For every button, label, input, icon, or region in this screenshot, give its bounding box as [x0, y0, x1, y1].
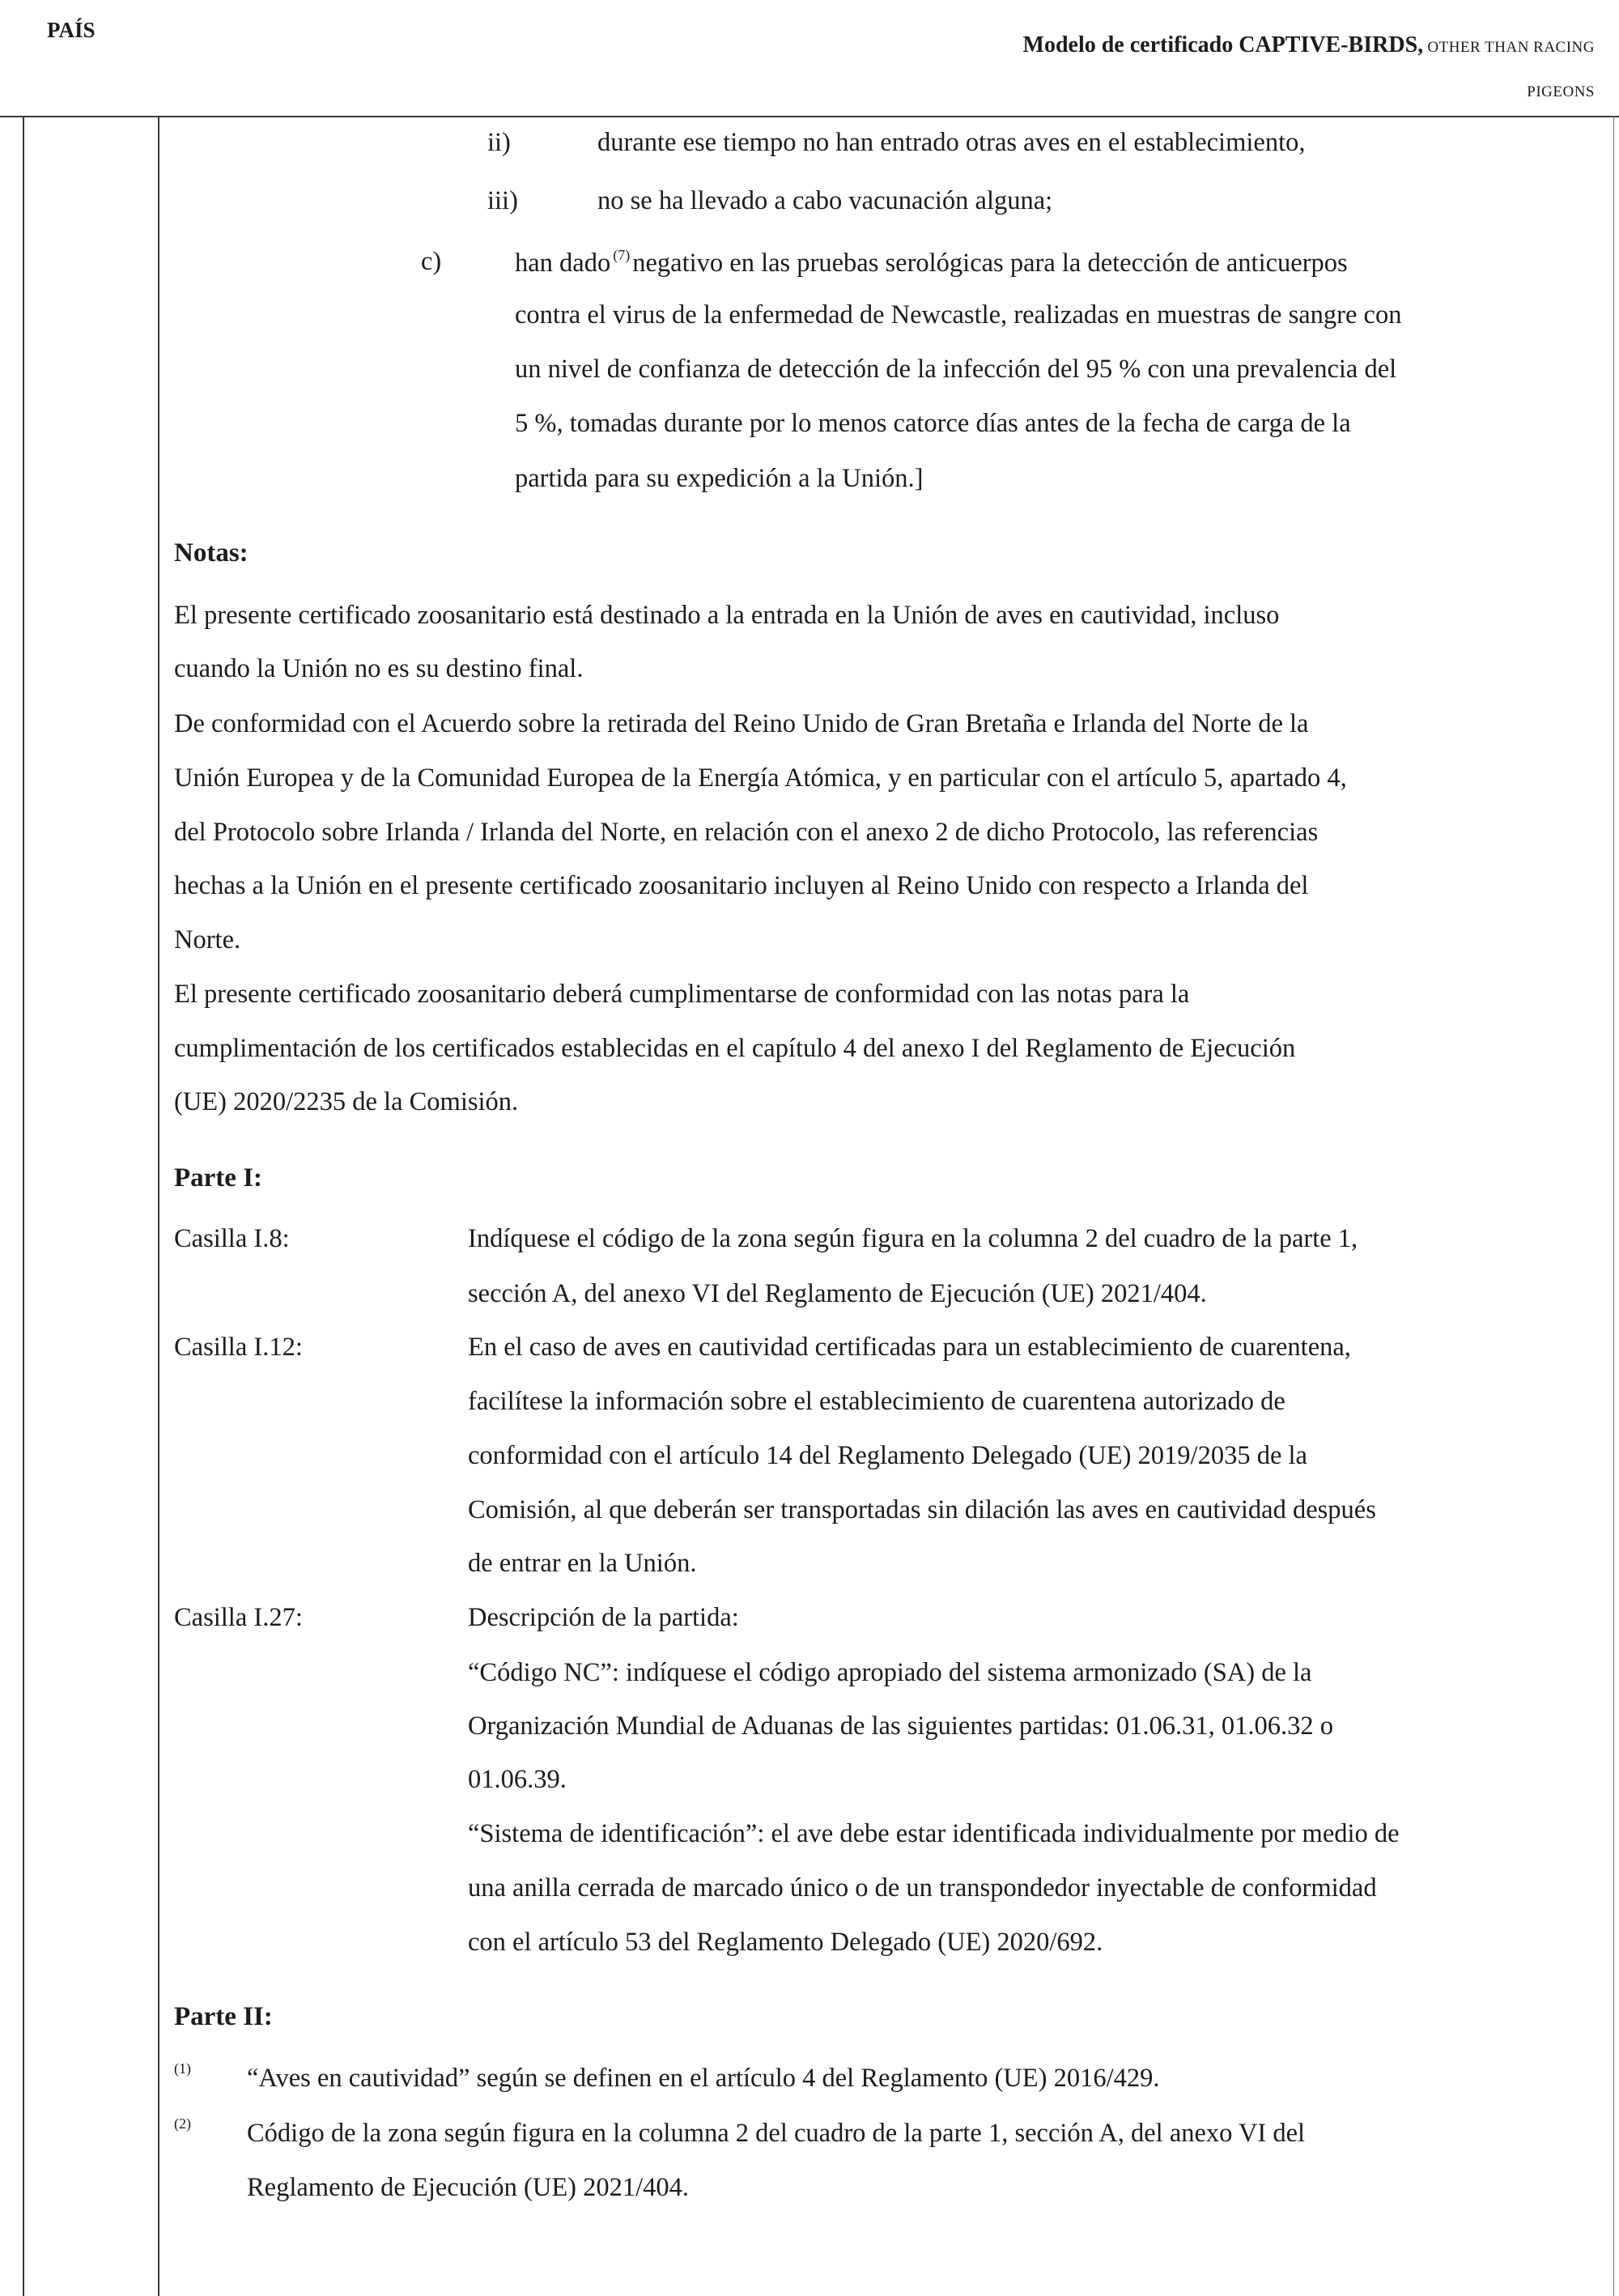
header-divider — [0, 116, 1619, 117]
item-c-line-3: un nivel de confianza de detección de la infección del 95 % con una prevalencia del — [515, 355, 1397, 384]
item-c-line-1 — [515, 247, 1348, 278]
footnote-ref-7: (7) — [613, 247, 631, 263]
item-ii-number: ii) — [487, 128, 511, 157]
box-i27-line: “Código NC”: indíquese el código apropiado del sistema armonizado (SA) de la — [468, 1658, 1312, 1687]
box-i27-line: Descripción de la partida: — [468, 1603, 739, 1632]
model-sep: , — [1417, 32, 1424, 57]
notes-p2-line: De conformidad con el Acuerdo sobre la retirada del Reino Unido de Gran Bretaña e Irlanda del Norte de la — [174, 709, 1309, 738]
box-i12-line: de entrar en la Unión. — [468, 1549, 697, 1578]
box-i27-line: Organización Mundial de Aduanas de las siguientes partidas: 01.06.31, 01.06.32 o — [468, 1711, 1333, 1741]
box-i12-line: conformidad con el artículo 14 del Reglamento Delegado (UE) 2019/2035 de la — [468, 1441, 1307, 1470]
footnote-2-mark: (2) — [174, 2115, 191, 2132]
box-i27-line: “Sistema de identificación”: el ave debe estar identificada individualmente por medio de — [468, 1819, 1400, 1848]
item-iii-number: iii) — [487, 186, 518, 215]
box-i27-label: Casilla I.27: — [174, 1603, 303, 1632]
notes-heading: Notas: — [174, 538, 249, 568]
model-suffix-1: OTHER THAN RACING — [1423, 39, 1595, 56]
model-prefix: Modelo de certificado — [1022, 32, 1239, 57]
inner-left-border — [158, 116, 159, 2296]
box-i27-line: 01.06.39. — [468, 1765, 567, 1794]
item-c-line-1-pre: han dado — [515, 249, 611, 278]
model-code: CAPTIVE-BIRDS — [1239, 32, 1418, 57]
item-c-line-5: partida para su expedición a la Unión.] — [515, 464, 924, 493]
outer-left-border — [23, 116, 24, 2296]
box-i27-line: una anilla cerrada de marcado único o de un transpondedor inyectable de conformidad — [468, 1873, 1377, 1903]
notes-p3-line: (UE) 2020/2235 de la Comisión. — [174, 1087, 519, 1116]
country-label: PAÍS — [47, 18, 96, 42]
footnote-1-text: “Aves en cautividad” según se definen en el artículo 4 del Reglamento (UE) 2016/429. — [247, 2064, 1160, 2093]
box-i12-line: En el caso de aves en cautividad certificadas para un establecimiento de cuarentena, — [468, 1333, 1351, 1362]
notes-p2-line: hechas a la Unión en el presente certificado zoosanitario incluyen al Reino Unido con respecto a Irlanda del — [174, 871, 1309, 900]
model-suffix-2: PIGEONS — [1527, 83, 1595, 100]
box-i12-label: Casilla I.12: — [174, 1333, 303, 1362]
notes-p1-line: El presente certificado zoosanitario está destinado a la entrada en la Unión de aves en cautividad, incluso — [174, 601, 1280, 630]
box-i8-label: Casilla I.8: — [174, 1224, 290, 1253]
part1-heading: Parte I: — [174, 1163, 263, 1193]
box-i8-line: sección A, del anexo VI del Reglamento de Ejecución (UE) 2021/404. — [468, 1279, 1207, 1308]
item-iii-text: no se ha llevado a cabo vacunación alguna; — [597, 186, 1053, 215]
certificate-model-title — [866, 24, 1595, 113]
box-i12-line: Comisión, al que deberán ser transportadas sin dilación las aves en cautividad después — [468, 1495, 1376, 1524]
right-border — [1613, 116, 1614, 2296]
notes-p2-line: Unión Europea y de la Comunidad Europea de la Energía Atómica, y en particular con el artículo 5, apartado 4, — [174, 763, 1347, 793]
item-c-line-4: 5 %, tomadas durante por lo menos catorce días antes de la fecha de carga de la — [515, 409, 1351, 438]
box-i27-line: con el artículo 53 del Reglamento Delegado (UE) 2020/692. — [468, 1928, 1103, 1957]
box-i12-line: facilítese la información sobre el establecimiento de cuarentena autorizado de — [468, 1387, 1285, 1416]
item-c-line-1-post: negativo en las pruebas serológicas para la detección de anticuerpos — [632, 249, 1348, 278]
notes-p2-line: del Protocolo sobre Irlanda / Irlanda del Norte, en relación con el anexo 2 de dicho Protocolo, las referencias — [174, 818, 1319, 847]
part2-heading: Parte II: — [174, 2002, 273, 2031]
notes-p1-line: cuando la Unión no es su destino final. — [174, 654, 584, 683]
item-c-line-2: contra el virus de la enfermedad de Newcastle, realizadas en muestras de sangre con — [515, 300, 1402, 330]
item-c-number: c) — [421, 247, 442, 276]
footnote-2-line: Código de la zona según figura en la columna 2 del cuadro de la parte 1, sección A, del anexo VI del — [247, 2119, 1306, 2148]
notes-p3-line: cumplimentación de los certificados establecidas en el capítulo 4 del anexo I del Reglamento de Ejecución — [174, 1034, 1296, 1063]
box-i8-line: Indíquese el código de la zona según figura en la columna 2 del cuadro de la parte 1, — [468, 1224, 1358, 1253]
footnote-2-line: Reglamento de Ejecución (UE) 2021/404. — [247, 2173, 690, 2202]
notes-p3-line: El presente certificado zoosanitario deberá cumplimentarse de conformidad con las notas para la — [174, 980, 1190, 1009]
notes-p2-line: Norte. — [174, 925, 241, 955]
item-ii-text: durante ese tiempo no han entrado otras aves en el establecimiento, — [597, 128, 1306, 157]
footnote-1-mark: (1) — [174, 2060, 191, 2077]
